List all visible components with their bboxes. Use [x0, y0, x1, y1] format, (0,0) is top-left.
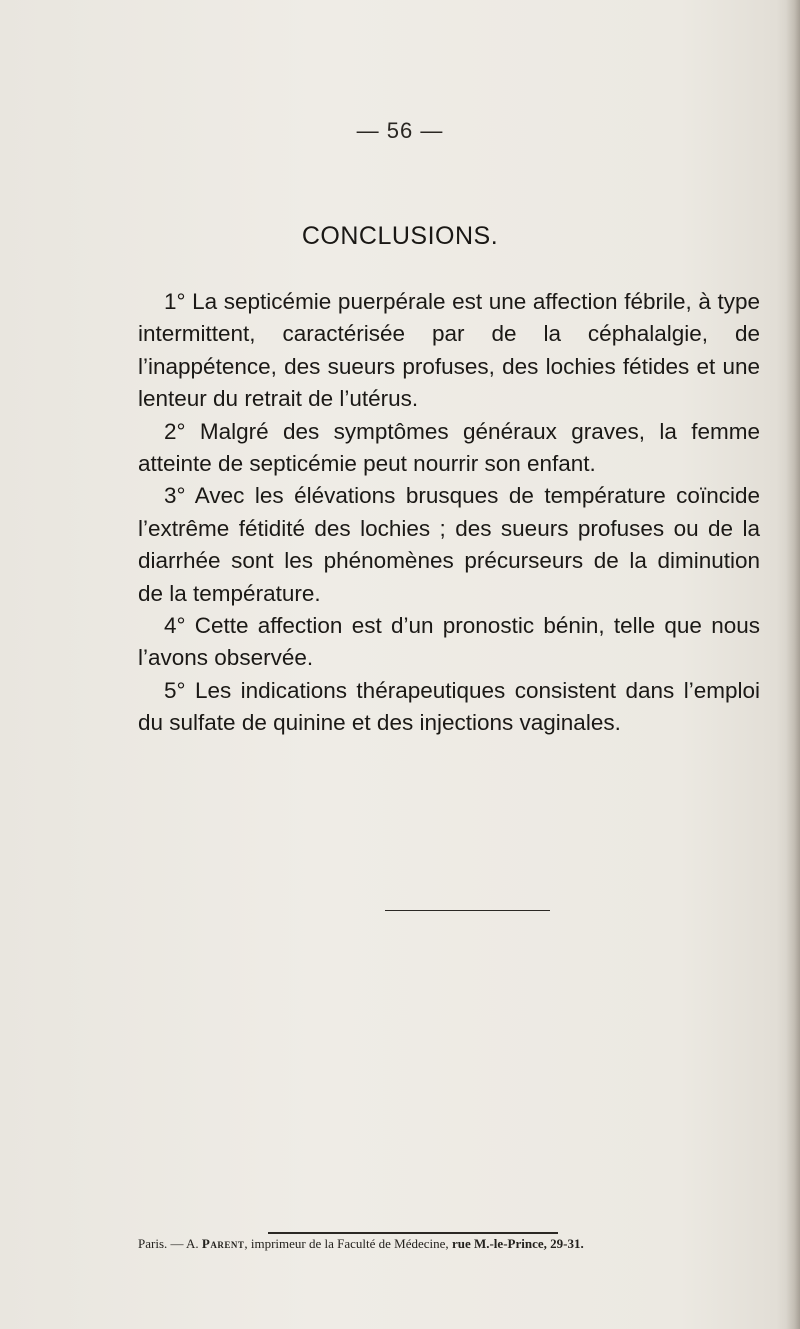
conclusion-1: 1° La septicémie puerpérale est une affection fébrile, à type intermittent, caractérisée par de la céphalalgie, de l’inappétence, des sueurs profuses, des lochies fétides et une lenteur du retrait de l’utérus. [138, 289, 760, 412]
conclusion-4: 4° Cette affection est d’un pronostic bénin, telle que nous l’avons observée. [138, 613, 760, 671]
section-title: CONCLUSIONS. [301, 222, 499, 250]
closing-rule [385, 910, 550, 911]
imprint-city: Paris. [138, 1236, 168, 1251]
page-edge-shadow [786, 0, 800, 1329]
conclusion-5: 5° Les indications thérapeutiques consistent dans l’emploi du sulfate de quinine et des injections vaginales. [138, 677, 760, 736]
conclusion-2: 2° Malgré des symptômes généraux graves, la femme atteinte de septicémie peut nourrir son enfant. [138, 418, 760, 477]
imprint-printer-name: Parent [201, 1236, 245, 1251]
imprint-printer-role: , imprimeur de la Faculté de Médecine, [244, 1236, 452, 1251]
printer-imprint [138, 1236, 758, 1252]
conclusion-3: 3° Avec les élévations brusques de température coïncide l’extrême fétidité des lochies ; des sueurs profuses ou de la diarrhée sont les phénomènes précurseurs de la diminution de la température. [138, 483, 760, 606]
footer-overline [268, 1232, 558, 1234]
conclusions-body [138, 286, 760, 740]
imprint-address: rue M.-le-Prince, 29-31. [451, 1236, 584, 1251]
imprint-dash: — A. [167, 1236, 202, 1251]
page-number: — 56 — [356, 118, 444, 143]
